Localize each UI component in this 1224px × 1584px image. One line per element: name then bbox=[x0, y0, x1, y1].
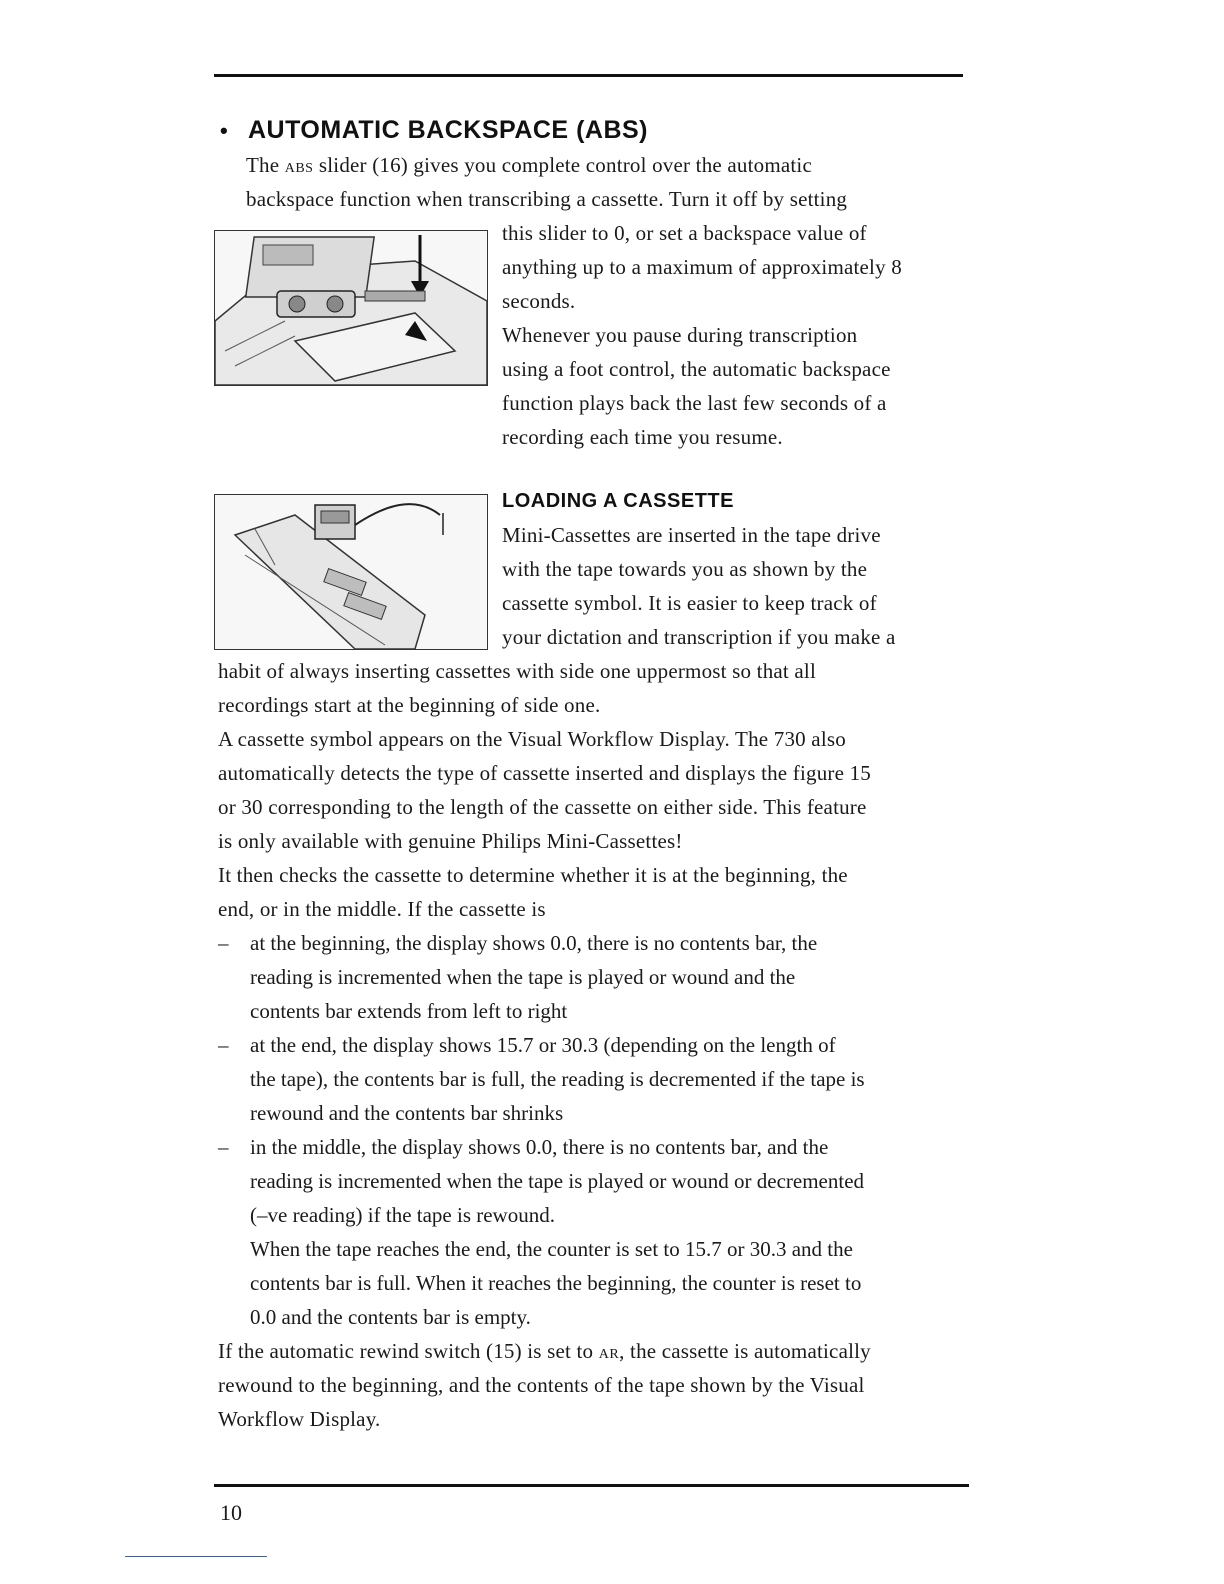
loading-paragraph-line: with the tape towards you as shown by the bbox=[502, 557, 868, 581]
loading-paragraph-line: Mini-Cassettes are inserted in the tape drive bbox=[502, 523, 881, 547]
loading-paragraph-line: A cassette symbol appears on the Visual Workflow Display. The 730 also bbox=[218, 727, 846, 751]
list-item bbox=[218, 1028, 865, 1130]
abs-paragraph-line: seconds. bbox=[502, 289, 576, 313]
list-item-line: When the tape reaches the end, the counter is set to 15.7 or 30.3 and the bbox=[250, 1237, 853, 1261]
footer-link-underline bbox=[125, 1556, 267, 1557]
loading-paragraph-line: recordings start at the beginning of side one. bbox=[218, 693, 601, 717]
heading-main: AUTOMATIC BACKSPACE bbox=[248, 116, 569, 144]
loading-paragraph-line: automatically detects the type of cassette inserted and displays the figure 15 bbox=[218, 761, 871, 785]
loading-paragraph-line: If the automatic rewind switch (15) is set to AR, the cassette is automatically bbox=[218, 1339, 871, 1363]
heading-abbr: (ABS) bbox=[576, 116, 648, 144]
list-item-line: the tape), the contents bar is full, the reading is decremented if the tape is bbox=[250, 1067, 865, 1091]
loading-paragraph-line: rewound to the beginning, and the contents of the tape shown by the Visual bbox=[218, 1373, 865, 1397]
list-item-line: at the beginning, the display shows 0.0, there is no contents bar, the bbox=[250, 931, 818, 955]
loading-paragraph-line: or 30 corresponding to the length of the cassette on either side. This feature bbox=[218, 795, 867, 819]
list-item-line: in the middle, the display shows 0.0, there is no contents bar, and the bbox=[250, 1135, 829, 1159]
abs-paragraph-line: recording each time you resume. bbox=[502, 425, 783, 449]
loading-cassette-illustration bbox=[214, 494, 488, 650]
abs-paragraph-line: Whenever you pause during transcription bbox=[502, 323, 858, 347]
section-heading-loading: LOADING A CASSETTE bbox=[502, 490, 734, 512]
abs-paragraph-line: The ABS slider (16) gives you complete control over the automatic bbox=[246, 153, 812, 177]
loading-paragraph-line: It then checks the cassette to determine whether it is at the beginning, the bbox=[218, 863, 848, 887]
abs-paragraph-line: backspace function when transcribing a cassette. Turn it off by setting bbox=[246, 187, 848, 211]
list-item-line: 0.0 and the contents bar is empty. bbox=[250, 1305, 531, 1329]
list-item-line: contents bar is full. When it reaches the beginning, the counter is reset to bbox=[250, 1271, 862, 1295]
loading-paragraph-line: Workflow Display. bbox=[218, 1407, 381, 1431]
bottom-rule bbox=[214, 1484, 969, 1487]
abs-abbr: ABS bbox=[284, 161, 314, 176]
bullet: • bbox=[220, 118, 229, 143]
list-dash: – bbox=[218, 931, 229, 955]
list-dash: – bbox=[218, 1033, 229, 1057]
transcriber-abs-slider-drawing bbox=[215, 231, 487, 385]
page-number: 10 bbox=[220, 1500, 242, 1525]
loading-paragraph-line: is only available with genuine Philips Mini-Cassettes! bbox=[218, 829, 683, 853]
abs-slider-illustration bbox=[214, 230, 488, 386]
abs-paragraph-line: function plays back the last few seconds of a bbox=[502, 391, 887, 415]
ar-abbr: AR bbox=[598, 1347, 620, 1362]
loading-paragraph-line: habit of always inserting cassettes with side one uppermost so that all bbox=[218, 659, 816, 683]
list-item-line: contents bar extends from left to right bbox=[250, 999, 568, 1023]
abs-paragraph-line: using a foot control, the automatic backspace bbox=[502, 357, 891, 381]
list-item-line: reading is incremented when the tape is played or wound and the bbox=[250, 965, 796, 989]
list-item bbox=[218, 926, 817, 1028]
loading-paragraph-line: end, or in the middle. If the cassette is bbox=[218, 897, 546, 921]
abs-paragraph-line: anything up to a maximum of approximately 8 bbox=[502, 255, 902, 279]
list-dash: – bbox=[218, 1135, 229, 1159]
abs-paragraph-line: this slider to 0, or set a backspace value of bbox=[502, 221, 867, 245]
top-rule bbox=[214, 74, 963, 77]
list-item bbox=[218, 1130, 864, 1334]
loading-paragraph-line: your dictation and transcription if you make a bbox=[502, 625, 896, 649]
loading-paragraph-line: cassette symbol. It is easier to keep track of bbox=[502, 591, 877, 615]
section-heading-abs bbox=[220, 116, 648, 145]
cassette-insertion-drawing bbox=[215, 495, 487, 649]
list-item-line: at the end, the display shows 15.7 or 30.3 (depending on the length of bbox=[250, 1033, 836, 1057]
list-item-line: rewound and the contents bar shrinks bbox=[250, 1101, 564, 1125]
list-item-line: (–ve reading) if the tape is rewound. bbox=[250, 1203, 555, 1227]
list-item-line: reading is incremented when the tape is played or wound or decremented bbox=[250, 1169, 865, 1193]
